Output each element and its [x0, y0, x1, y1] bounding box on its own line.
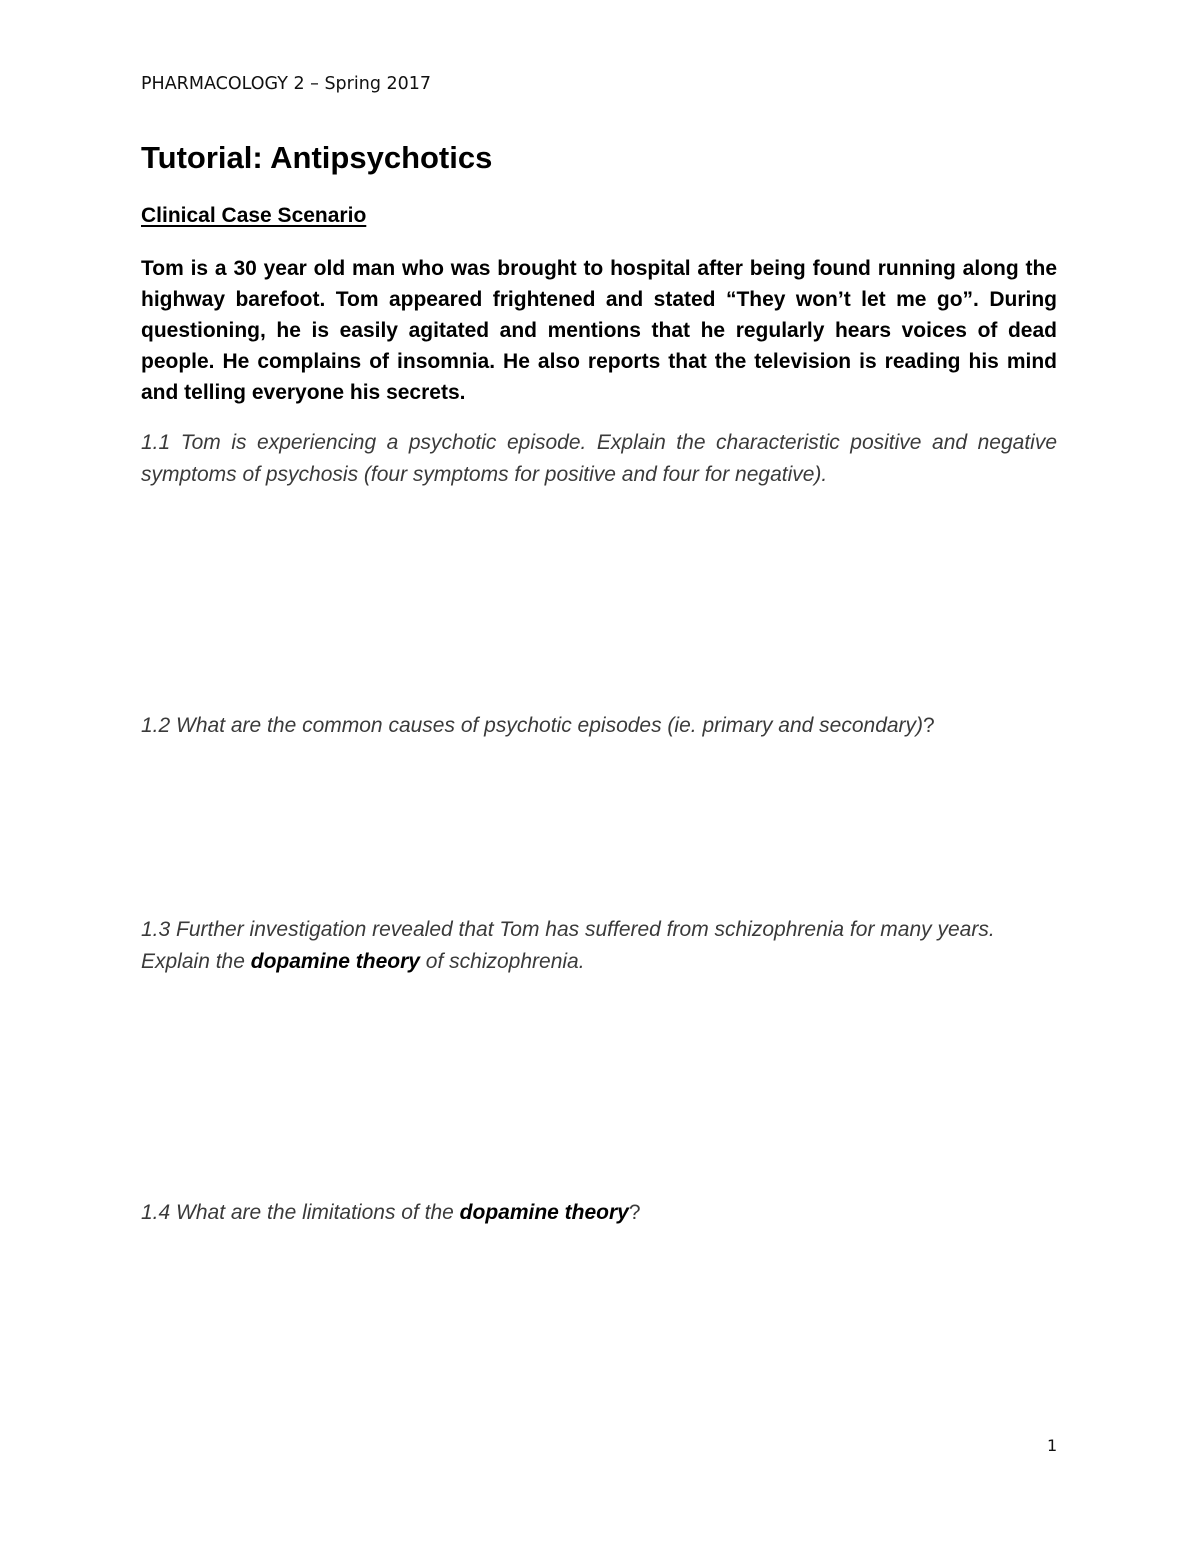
question-1-3 — [141, 914, 1057, 978]
question-1-3-text-before: 1.3 Further investigation revealed that Tom has suffered from schizophrenia for many years. Explain the — [141, 918, 995, 973]
question-1-1 — [141, 427, 1057, 491]
section-heading: Clinical Case Scenario — [141, 204, 367, 227]
question-1-3-bold-term: dopamine theory — [250, 950, 420, 973]
question-1-4-text-before: 1.4 What are the limitations of the — [141, 1201, 460, 1224]
page-title: Tutorial: Antipsychotics — [141, 140, 493, 175]
question-1-2-punct: ? — [923, 714, 935, 737]
question-1-2-text: 1.2 What are the common causes of psychotic episodes (ie. primary and secondary) — [141, 714, 924, 737]
question-1-2 — [141, 710, 1057, 742]
question-1-1-text: 1.1 Tom is experiencing a psychotic episode. Explain the characteristic positive and negative symptoms of psychosis (four symptoms for positive and four for negative). — [141, 431, 1057, 486]
course-header: PHARMACOLOGY 2 – Spring 2017 — [141, 74, 432, 94]
question-1-3-text-after: of schizophrenia. — [419, 950, 585, 973]
question-1-4 — [141, 1197, 1057, 1229]
question-1-4-punct: ? — [628, 1201, 641, 1224]
case-scenario-text: Tom is a 30 year old man who was brought to hospital after being found running along the highway barefoot. Tom appeared frightened and stated “They won’t let me go”. During questioning, he is easily agitated and mentions that he regularly hears voices of dead people. He complains of insomnia. He also reports that the television is reading his mind and telling everyone his secrets. — [141, 257, 1057, 404]
question-1-4-bold-term: dopamine theory — [459, 1201, 629, 1224]
page-number: 1 — [1047, 1436, 1058, 1455]
